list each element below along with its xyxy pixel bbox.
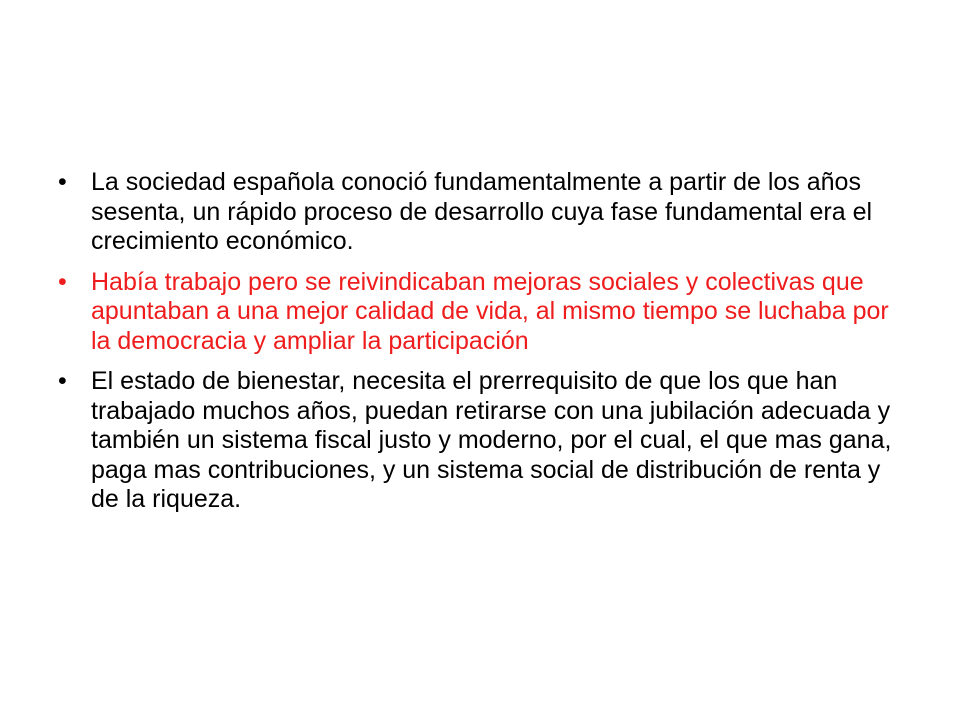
bullet-text: Había trabajo pero se reivindicaban mejoras sociales y colectivas que apuntaban a una mejor calidad de vida, al mismo tiempo se luchaba por la democracia y ampliar la participación [91, 267, 889, 355]
bullet-dot-icon: • [58, 367, 67, 395]
bullet-text: El estado de bienestar, necesita el prerrequisito de que los que han trabajado muchos años, puedan retirarse con una jubilación adecuada y también un sistema fiscal justo y moderno, por el cual, el que mas gana, paga mas contribuciones, y un sistema social de distribución de renta y de la riqueza. [91, 367, 892, 513]
bullet-item [58, 268, 908, 357]
bullet-list [58, 168, 908, 526]
bullet-dot-icon: • [58, 168, 67, 196]
bullet-text: La sociedad española conoció fundamentalmente a partir de los años sesenta, un rápido proceso de desarrollo cuya fase fundamental era el crecimiento económico. [91, 168, 873, 255]
bullet-dot-icon: • [58, 267, 67, 296]
bullet-item [58, 168, 908, 257]
bullet-item [58, 367, 908, 515]
